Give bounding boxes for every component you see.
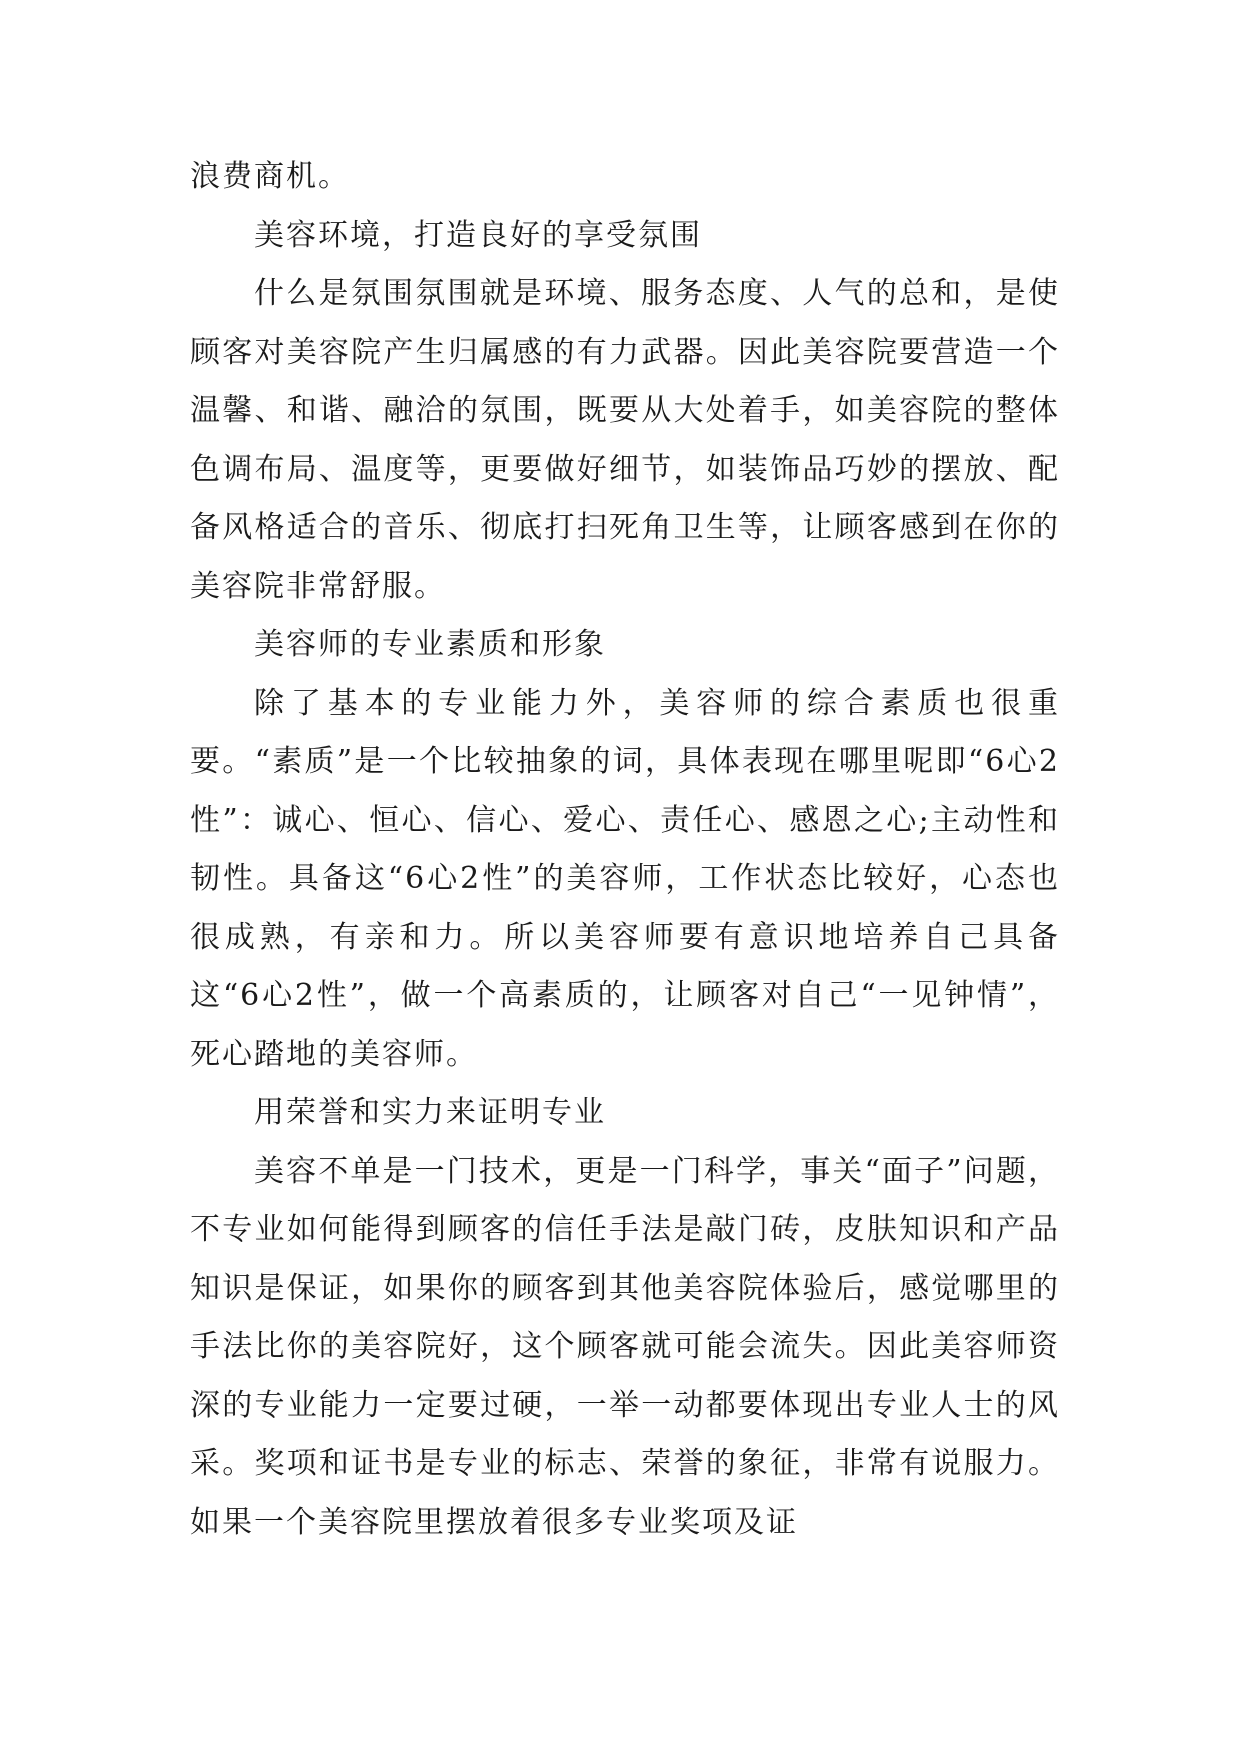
paragraph-quality: 除了基本的专业能力外，美容师的综合素质也很重要。“素质”是一个比较抽象的词，具体表现在哪里呢即“6心2性”：诚心、恒心、信心、爱心、责任心、感恩之心;主动性和韧性。具备这“6心2性”的美容师，工作状态比较好，心态也很成熟，有亲和力。所以美容师要有意识地培养自己具备这“6心2性”，做一个高素质的，让顾客对自己“一见钟情”，死心踏地的美容师。 [190,685,1060,1072]
section-heading-professional-quality: 美容师的专业素质和形象 [254,627,606,662]
section-heading-environment: 美容环境，打造良好的享受氛围 [254,217,702,253]
paragraph-honor: 美容不单是一门技术，更是一门科学，事关“面子”问题，不专业如何能得到顾客的信任手法是敲门砖，皮肤知识和产品知识是保证，如果你的顾客到其他美容院体验后，感觉哪里的手法比你的美容院好，这个顾客就可能会流失。因此美容师资深的专业能力一定要过硬，一举一动都要体现出专业人士的风采。奖项和证书是专业的标志、荣誉的象征，非常有说服力。如果一个美容院里摆放着很多专业奖项及证 [190,1153,1060,1540]
section-heading-honor: 用荣誉和实力来证明专业 [254,1095,606,1130]
paragraph-atmosphere: 什么是氛围氛围就是环境、服务态度、人气的总和，是使顾客对美容院产生归属感的有力武器。因此美容院要营造一个温馨、和谐、融洽的氛围，既要从大处着手，如美容院的整体色调布局、温度等，更要做好细节，如装饰品巧妙的摆放、配备风格适合的音乐、彻底打扫死角卫生等，让顾客感到在你的美容院非常舒服。 [190,276,1060,604]
document-page [190,148,1060,1552]
paragraph-continuation: 浪费商机。 [190,159,350,194]
